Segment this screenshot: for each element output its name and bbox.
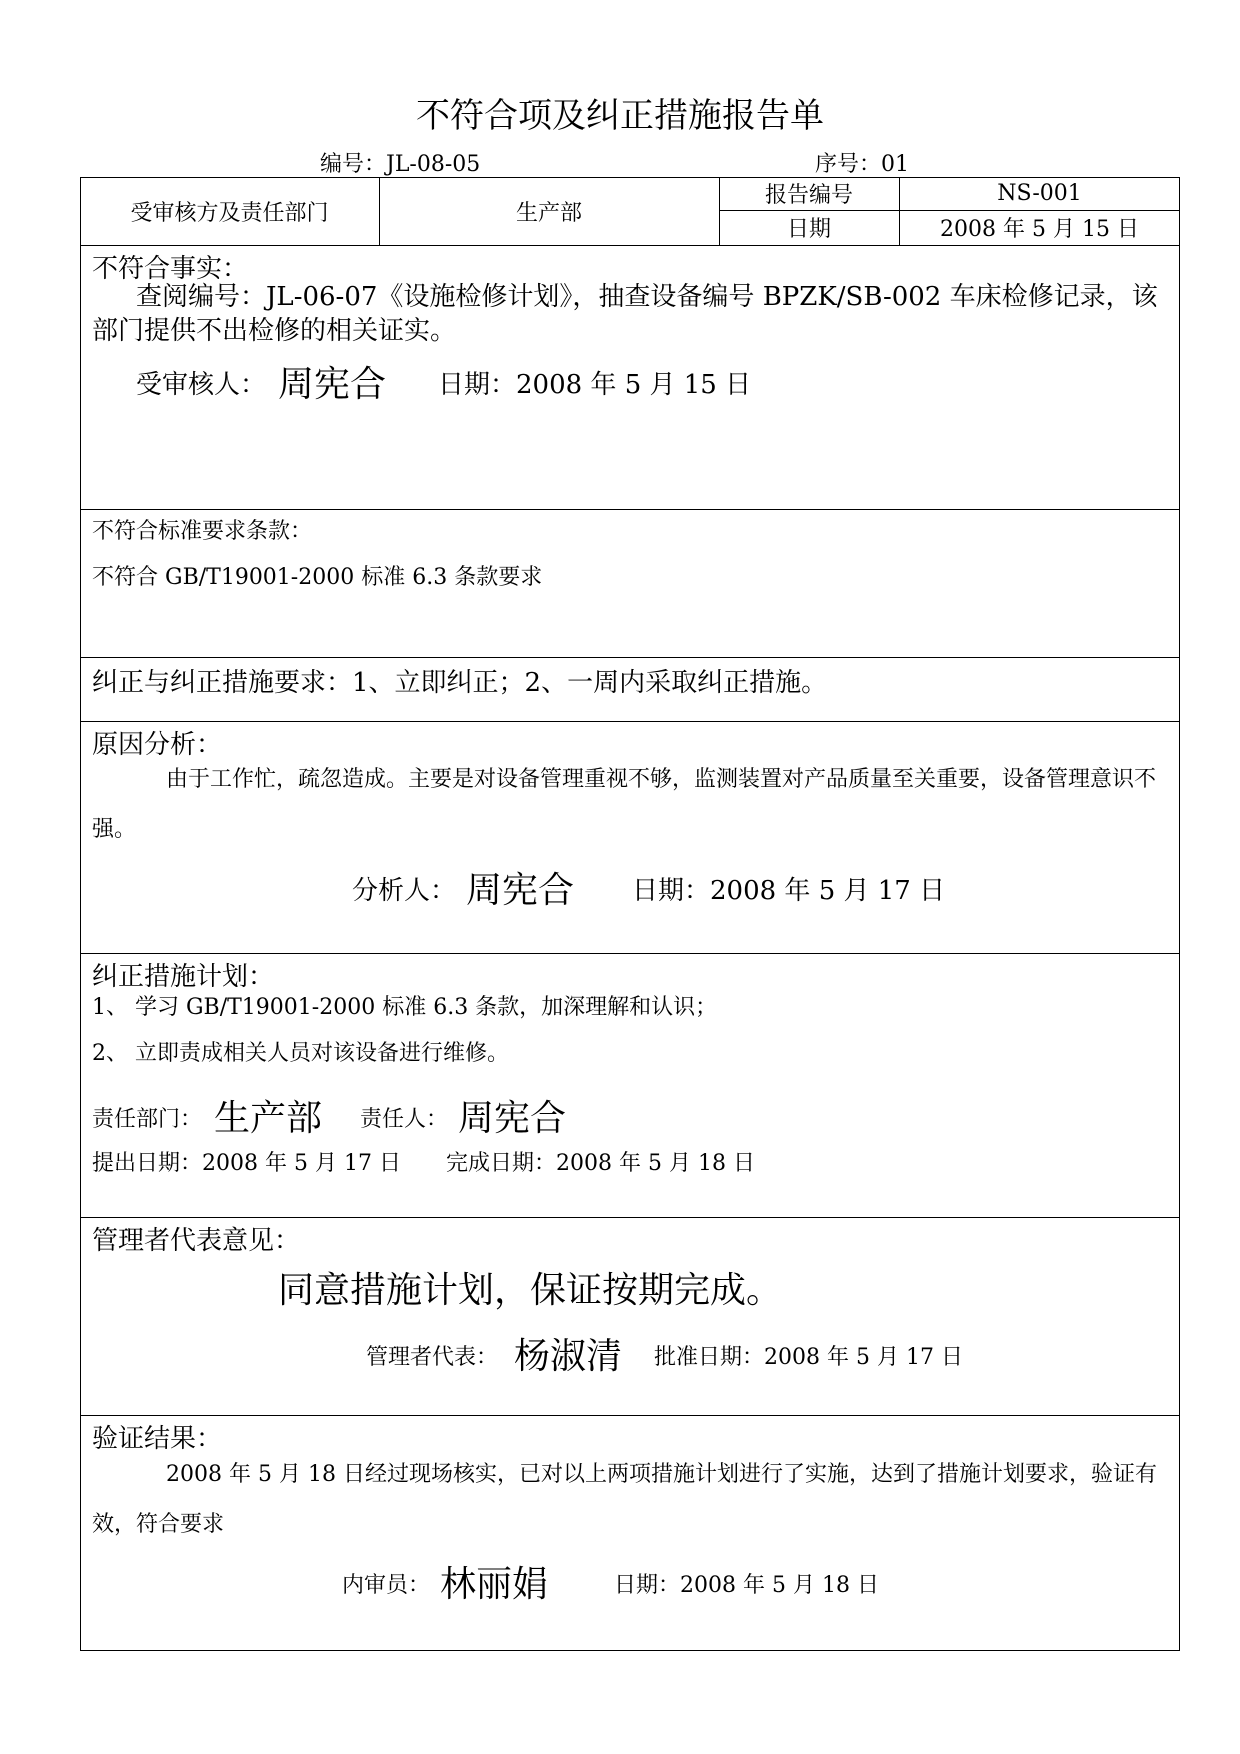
serial-number: 序号：01 [815, 152, 909, 177]
fact-date: 日期：2008 年 5 月 15 日 [438, 370, 752, 400]
section-line-4 [80, 721, 1180, 722]
section-line-6 [80, 1217, 1180, 1218]
plan-person-label: 责任人： [360, 1107, 449, 1132]
manager-rep-label: 管理者代表： [366, 1345, 499, 1370]
plan-person-signature: 周宪合 [458, 1098, 567, 1139]
document-title: 不符合项及纠正措施报告单 [416, 96, 824, 136]
section-line-5 [80, 953, 1180, 954]
plan-dept-label: 责任部门： [92, 1107, 203, 1132]
standard-heading: 不符合标准要求条款： [92, 519, 313, 544]
manager-rep-signature: 杨淑清 [514, 1336, 623, 1377]
form-code: 编号：JL-08-05 [320, 152, 481, 177]
fact-body: 查阅编号：JL-06-07《设施检修计划》，抽查设备编号 BPZK/SB-002 车床检修记录，该部门提供不出检修的相关证实。 [92, 282, 1158, 346]
manager-heading: 管理者代表意见： [92, 1226, 301, 1256]
manager-opinion: 同意措施计划，保证按期完成。 [278, 1270, 783, 1311]
fact-auditor-label: 受审核人： [136, 370, 267, 400]
analyst-signature: 周宪合 [466, 870, 575, 911]
fact-heading: 不符合事实： [92, 254, 249, 284]
report-no-label: 报告编号 [764, 183, 853, 208]
verify-auditor-signature: 林丽娟 [440, 1564, 549, 1605]
approve-date: 批准日期：2008 年 5 月 17 日 [654, 1345, 963, 1370]
plan-raise-date: 提出日期：2008 年 5 月 17 日 [92, 1151, 401, 1176]
dept-value: 生产部 [515, 200, 582, 226]
plan-item-1: 1、 学习 GB/T19001-2000 标准 6.3 条款，加深理解和认识； [92, 995, 718, 1020]
cause-heading: 原因分析： [92, 730, 223, 760]
standard-body: 不符合 GB/T19001-2000 标准 6.3 条款要求 [92, 565, 543, 590]
verify-heading: 验证结果： [92, 1424, 223, 1454]
date-value: 2008 年 5 月 15 日 [940, 217, 1139, 242]
dept-label: 受审核方及责任部门 [130, 200, 329, 226]
date-label: 日期 [786, 217, 831, 242]
section-line-2 [80, 509, 1180, 510]
cause-body: 由于工作忙，疏忽造成。主要是对设备管理重视不够，监测装置对产品质量至关重要，设备管理意识不强。 [92, 767, 1157, 842]
verify-body: 2008 年 5 月 18 日经过现场核实，已对以上两项措施计划进行了实施，达到了措施计划要求，验证有效，符合要求 [92, 1462, 1157, 1537]
verify-date: 日期：2008 年 5 月 18 日 [614, 1573, 879, 1598]
fact-auditor-signature: 周宪合 [278, 364, 387, 405]
analyst-label: 分析人： [352, 876, 457, 906]
section-line-7 [80, 1415, 1180, 1416]
report-no-value: NS-001 [997, 181, 1082, 206]
section-line-1 [80, 245, 1180, 246]
verify-auditor-label: 内审员： [342, 1573, 431, 1598]
section-line-3 [80, 657, 1180, 658]
plan-heading: 纠正措施计划： [92, 962, 275, 992]
analysis-date: 日期：2008 年 5 月 17 日 [632, 876, 946, 906]
correction-requirement: 纠正与纠正措施要求：1、立即纠正；2、一周内采取纠正措施。 [92, 668, 828, 698]
plan-dept-signature: 生产部 [214, 1098, 323, 1139]
plan-item-2: 2、 立即责成相关人员对该设备进行维修。 [92, 1041, 509, 1066]
plan-finish-date: 完成日期：2008 年 5 月 18 日 [446, 1151, 755, 1176]
